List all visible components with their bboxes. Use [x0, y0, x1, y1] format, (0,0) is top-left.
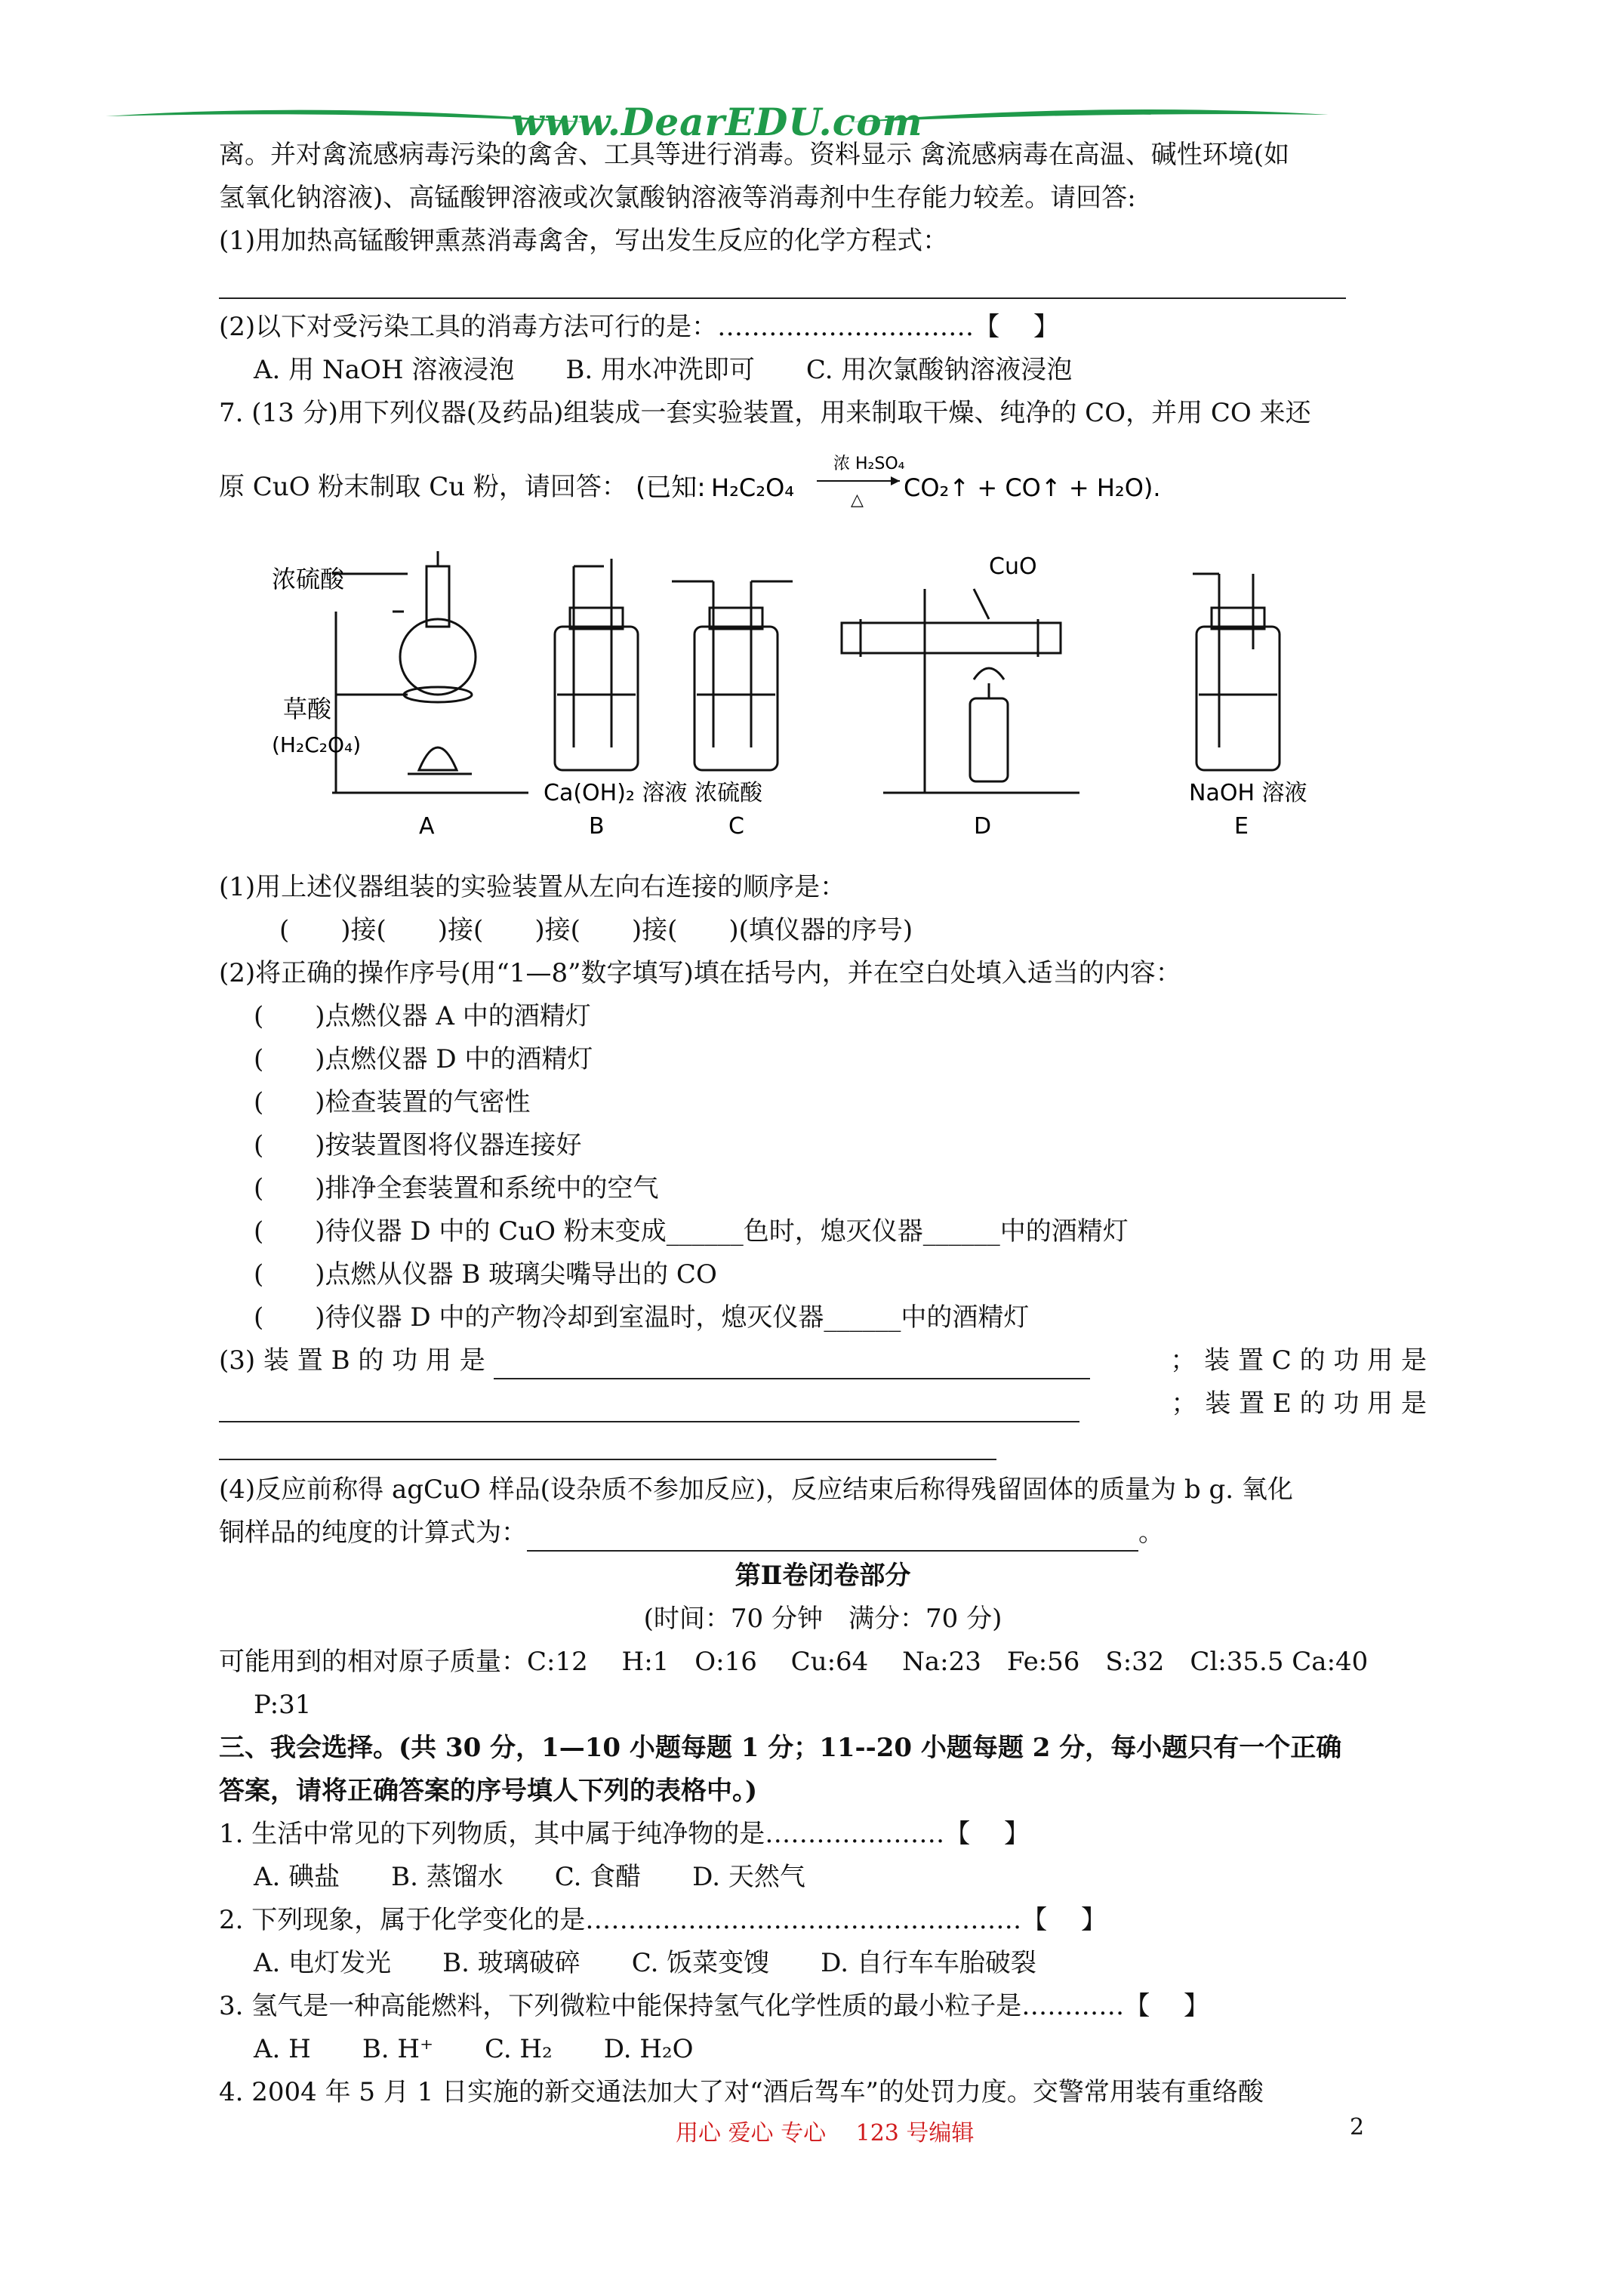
label-oxalic-formula: (H₂C₂O₄) [272, 732, 362, 757]
apparatus-E [1193, 574, 1280, 770]
step-2: ( )点燃仪器 D 中的酒精灯 [254, 1044, 593, 1074]
letter-E: E [1234, 813, 1249, 840]
intro-line-1: 离。并对禽流感病毒污染的禽舍、工具等进行消毒。资料显示 禽流感病毒在高温、碱性环境(如 [219, 140, 1290, 170]
atomic-masses-line-2: P:31 [254, 1690, 312, 1720]
watermark-text: www.DearEDU.com [511, 100, 923, 144]
label-naoh: NaOH 溶液 [1189, 780, 1307, 806]
q7-sub2: (2)将正确的操作序号(用“1—8”数字填写)填在括号内，并在空白处填入适当的内容： [219, 958, 1181, 988]
label-conc-acid: 浓硫酸 [272, 565, 345, 593]
step-8: ( )待仪器 D 中的产物冷却到室温时，熄灭仪器______中的酒精灯 [254, 1302, 1030, 1333]
question-stem: 3. 氢气是一种高能燃料，下列微粒中能保持氢气化学性质的最小粒子是…………【 】 [219, 1991, 1210, 2021]
footer-editor: 用心 爱心 专心 123 号编辑 [676, 2120, 975, 2147]
label-caoh2: Ca(OH)₂ 溶液 [544, 780, 688, 806]
answer-line [219, 297, 1346, 299]
q7-sub4-line-1: (4)反应前称得 agCuO 样品(设杂质不参加反应)，反应结束后称得残留固体的质量为 b g. 氧化 [219, 1475, 1293, 1505]
question-stem: 4. 2004 年 5 月 1 日实施的新交通法加大了对“酒后驾车”的处罚力度。交警常用装有重络酸 [219, 2077, 1264, 2107]
sub4-end: 。 [1138, 1518, 1164, 1548]
q7-sub3-line-1 [219, 1342, 1427, 1379]
question-2: (2)以下对受污染工具的消毒方法可行的是：…………………………【 】 [219, 312, 1059, 342]
step-7: ( )点燃从仪器 B 玻璃尖嘴导出的 CO [254, 1259, 717, 1290]
atomic-masses-line-1: 可能用到的相对原子质量：C:12 H:1 O:16 Cu:64 Na:23 Fe:56 S:32 Cl:35.5 Ca:40 [219, 1647, 1369, 1677]
apparatus-diagram [211, 544, 1449, 846]
step-6: ( )待仪器 D 中的 CuO 粉末变成______色时，熄灭仪器______中的酒精灯 [254, 1216, 1129, 1247]
apparatus-D [842, 589, 1079, 793]
sub4-text: 铜样品的纯度的计算式为： [219, 1518, 527, 1548]
q7-sub1-blanks: ( )接( )接( )接( )接( )(填仪器的序号) [279, 915, 913, 945]
section-heading: 三、我会选择。(共 30 分，1—10 小题每题 1 分；11--20 小题每题 2 分，每小题只有一个正确 [219, 1733, 1342, 1763]
label-cuo: CuO [989, 553, 1037, 580]
part2-title: 第Ⅱ卷闭卷部分 [735, 1561, 911, 1591]
equation-reactant: H₂C₂O₄ [711, 473, 795, 502]
q7-sub3-line-2 [219, 1385, 1427, 1422]
letter-B: B [589, 813, 605, 840]
equation-heat: △ [851, 491, 864, 510]
intro-line-2: 氢氧化钠溶液)、高锰酸钾溶液或次氯酸钠溶液等消毒剂中生存能力较差。请回答: [219, 183, 1136, 213]
letter-D: D [974, 813, 992, 840]
question-1: (1)用加热高锰酸钾熏蒸消毒禽舍，写出发生反应的化学方程式： [219, 226, 949, 256]
answer-line [219, 1459, 996, 1460]
answer-blank [494, 1349, 1090, 1379]
question-options: A. H B. H⁺ C. H₂ D. H₂O [254, 2034, 694, 2064]
letter-C: C [728, 813, 744, 840]
equation-products: CO₂↑ + CO↑ + H₂O). [904, 473, 1161, 502]
apparatus-A [332, 551, 528, 793]
label-oxalic: 草酸 [283, 695, 332, 723]
question-options: A. 碘盐 B. 蒸馏水 C. 食醋 D. 天然气 [254, 1862, 805, 1892]
question-options: A. 电灯发光 B. 玻璃破碎 C. 饭菜变馊 D. 自行车车胎破裂 [254, 1948, 1036, 1978]
q7-line-2: 原 CuO 粉末制取 Cu 粉，请回答： [219, 472, 627, 502]
q7-sub4-line-2 [219, 1514, 1164, 1552]
step-1: ( )点燃仪器 A 中的酒精灯 [254, 1001, 591, 1031]
question-stem: 2. 下列现象，属于化学变化的是……………………………………………【 】 [219, 1905, 1107, 1935]
question-stem: 1. 生活中常见的下列物质，其中属于纯净物的是…………………【 】 [219, 1819, 1030, 1849]
step-5: ( )排净全套装置和系统中的空气 [254, 1173, 659, 1203]
answer-blank [527, 1521, 1138, 1552]
section-heading-2: 答案，请将正确答案的序号填人下列的表格中。) [219, 1776, 758, 1806]
step-4: ( )按装置图将仪器连接好 [254, 1130, 582, 1160]
sub3-e-label: ； 装 置 E 的 功 用 是 [1171, 1388, 1427, 1419]
equation-condition: 浓 H₂SO₄ [833, 455, 905, 473]
apparatus-C [672, 581, 793, 770]
reaction-equation [636, 442, 1161, 517]
label-h2so4: 浓硫酸 [694, 780, 762, 806]
q7-sub1: (1)用上述仪器组装的实验装置从左向右连接的顺序是： [219, 872, 846, 902]
letter-A: A [419, 813, 435, 840]
answer-blank [219, 1392, 1079, 1422]
step-3: ( )检查装置的气密性 [254, 1087, 531, 1117]
q7-line-1: 7. (13 分)用下列仪器(及药品)组装成一套实验装置，用来制取干燥、纯净的 CO，并用 CO 来还 [219, 398, 1311, 428]
question-2-options: A. 用 NaOH 溶液浸泡 B. 用水冲洗即可 C. 用次氯酸钠溶液浸泡 [254, 355, 1073, 385]
equation-prefix: (已知: [636, 473, 706, 503]
sub3-b-label: (3) 装 置 B 的 功 用 是 [219, 1345, 485, 1376]
apparatus-B [555, 559, 638, 770]
sub3-c-label: ； 装 置 C 的 功 用 是 [1170, 1345, 1427, 1376]
part2-subtitle: (时间：70 分钟 满分：70 分) [643, 1604, 1002, 1634]
page-number: 2 [1350, 2114, 1365, 2140]
